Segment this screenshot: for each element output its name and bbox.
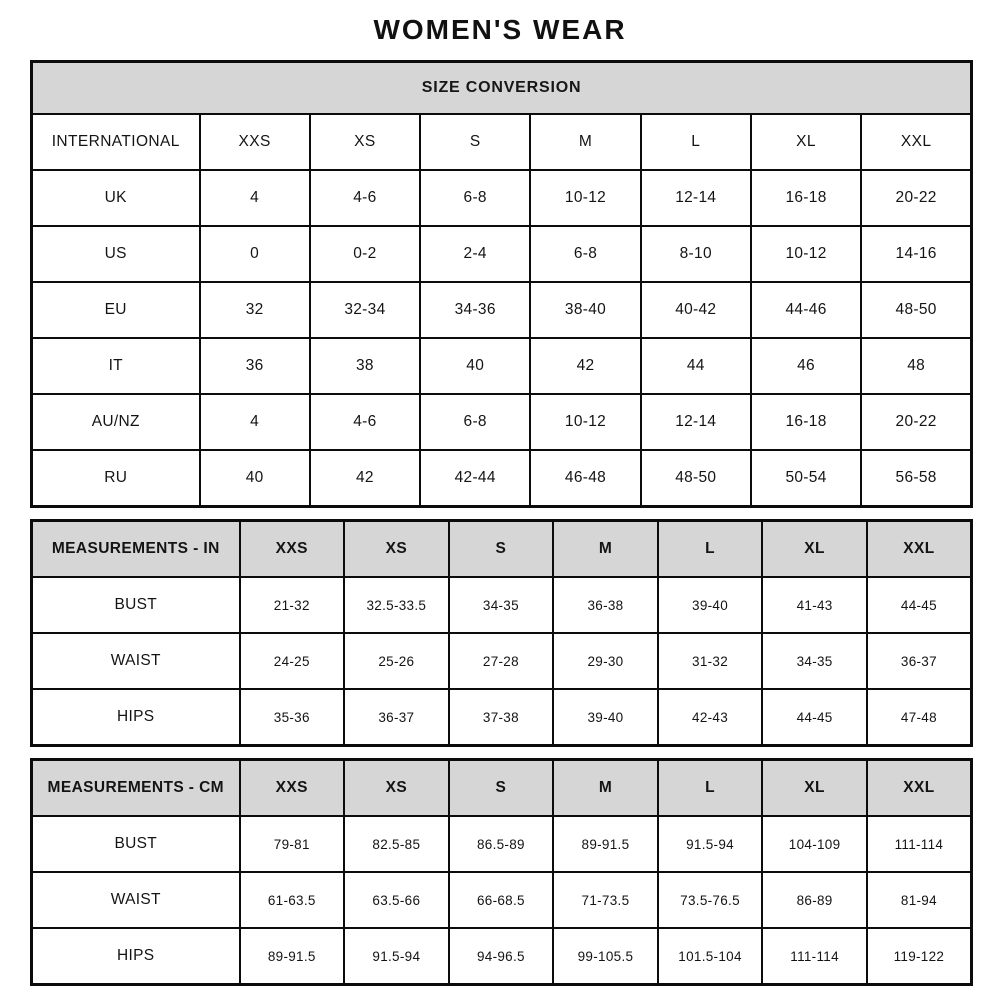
size-value-cell: 99-105.5 (553, 928, 658, 985)
size-value-cell: 46-48 (530, 450, 640, 507)
row-label-cell: HIPS (32, 689, 240, 746)
size-value-cell: 27-28 (449, 633, 554, 689)
size-value-cell: 48-50 (641, 450, 751, 507)
size-value-cell: 111-114 (867, 816, 972, 872)
size-value-cell: 81-94 (867, 872, 972, 928)
size-column-header: XXS (240, 521, 345, 578)
table-row (32, 689, 972, 746)
size-value-cell: 14-16 (861, 226, 971, 282)
table-row (32, 170, 972, 226)
size-value-cell: 12-14 (641, 394, 751, 450)
size-value-cell: 41-43 (762, 577, 867, 633)
size-value-cell: 73.5-76.5 (658, 872, 763, 928)
size-value-cell: 111-114 (762, 928, 867, 985)
size-column-header: L (658, 760, 763, 817)
size-value-cell: 82.5-85 (344, 816, 449, 872)
tables-container (30, 60, 970, 986)
size-value-cell: 0-2 (310, 226, 420, 282)
size-value-cell: 38-40 (530, 282, 640, 338)
table-row (32, 577, 972, 633)
size-value-cell: 29-30 (553, 633, 658, 689)
size-value-cell: 44-45 (762, 689, 867, 746)
header-row (32, 521, 972, 578)
size-chart-page (30, 0, 970, 986)
row-label-cell: IT (32, 338, 200, 394)
table-row (32, 816, 972, 872)
size-value-cell: 25-26 (344, 633, 449, 689)
size-value-cell: 71-73.5 (553, 872, 658, 928)
row-label-cell: WAIST (32, 872, 240, 928)
size-value-cell: 6-8 (530, 226, 640, 282)
size-value-cell: 10-12 (530, 170, 640, 226)
measurements-cm-table (30, 758, 973, 986)
size-value-cell: 42 (310, 450, 420, 507)
size-value-cell: 40 (200, 450, 310, 507)
header-row (32, 760, 972, 817)
size-value-cell: 89-91.5 (240, 928, 345, 985)
size-value-cell: 8-10 (641, 226, 751, 282)
size-conversion-table (30, 60, 973, 508)
size-value-cell: 44-45 (867, 577, 972, 633)
size-value-cell: 36-37 (867, 633, 972, 689)
row-label-cell: EU (32, 282, 200, 338)
size-value-cell: 38 (310, 338, 420, 394)
size-value-cell: 86-89 (762, 872, 867, 928)
size-value-cell: 91.5-94 (344, 928, 449, 985)
size-value-cell: 36-37 (344, 689, 449, 746)
row-label-cell: US (32, 226, 200, 282)
size-column-header: L (658, 521, 763, 578)
size-value-cell: 86.5-89 (449, 816, 554, 872)
size-column-header: S (420, 114, 530, 170)
header-row (32, 114, 972, 170)
size-value-cell: 0 (200, 226, 310, 282)
size-value-cell: 104-109 (762, 816, 867, 872)
size-value-cell: 119-122 (867, 928, 972, 985)
table-row (32, 928, 972, 985)
size-column-header: XS (310, 114, 420, 170)
size-value-cell: 94-96.5 (449, 928, 554, 985)
size-value-cell: 12-14 (641, 170, 751, 226)
size-value-cell: 32-34 (310, 282, 420, 338)
size-value-cell: 42-44 (420, 450, 530, 507)
size-value-cell: 56-58 (861, 450, 971, 507)
size-value-cell: 79-81 (240, 816, 345, 872)
table-row (32, 394, 972, 450)
size-value-cell: 6-8 (420, 170, 530, 226)
size-column-header: M (530, 114, 640, 170)
size-value-cell: 66-68.5 (449, 872, 554, 928)
size-value-cell: 48-50 (861, 282, 971, 338)
size-value-cell: 48 (861, 338, 971, 394)
table-row (32, 338, 972, 394)
size-column-header: XXS (240, 760, 345, 817)
banner-row (32, 62, 972, 115)
size-column-header: XXS (200, 114, 310, 170)
row-label-cell: HIPS (32, 928, 240, 985)
size-value-cell: 40 (420, 338, 530, 394)
table-row (32, 282, 972, 338)
size-column-header: XS (344, 760, 449, 817)
size-column-header: XL (762, 760, 867, 817)
size-value-cell: 31-32 (658, 633, 763, 689)
row-label-cell: WAIST (32, 633, 240, 689)
size-column-header: XS (344, 521, 449, 578)
size-value-cell: 37-38 (449, 689, 554, 746)
size-value-cell: 42 (530, 338, 640, 394)
size-value-cell: 39-40 (658, 577, 763, 633)
table-row (32, 633, 972, 689)
size-value-cell: 47-48 (867, 689, 972, 746)
size-value-cell: 36 (200, 338, 310, 394)
size-value-cell: 44 (641, 338, 751, 394)
table-row (32, 226, 972, 282)
size-value-cell: 32 (200, 282, 310, 338)
size-column-header: M (553, 760, 658, 817)
size-column-header: XXL (861, 114, 971, 170)
size-value-cell: 91.5-94 (658, 816, 763, 872)
measurements-in-table (30, 519, 973, 747)
table-row (32, 872, 972, 928)
size-column-header: S (449, 521, 554, 578)
size-value-cell: 50-54 (751, 450, 861, 507)
size-value-cell: 2-4 (420, 226, 530, 282)
size-value-cell: 4-6 (310, 170, 420, 226)
size-column-header: XL (762, 521, 867, 578)
size-value-cell: 6-8 (420, 394, 530, 450)
size-column-header: M (553, 521, 658, 578)
size-value-cell: 63.5-66 (344, 872, 449, 928)
size-value-cell: 10-12 (751, 226, 861, 282)
header-label-cell: MEASUREMENTS - IN (32, 521, 240, 578)
size-value-cell: 42-43 (658, 689, 763, 746)
size-value-cell: 4 (200, 394, 310, 450)
size-value-cell: 4-6 (310, 394, 420, 450)
page-title: WOMEN'S WEAR (373, 14, 627, 45)
size-column-header: XL (751, 114, 861, 170)
row-label-cell: BUST (32, 816, 240, 872)
size-value-cell: 16-18 (751, 394, 861, 450)
size-value-cell: 61-63.5 (240, 872, 345, 928)
size-value-cell: 34-36 (420, 282, 530, 338)
size-column-header: XXL (867, 760, 972, 817)
size-value-cell: 39-40 (553, 689, 658, 746)
size-value-cell: 44-46 (751, 282, 861, 338)
size-value-cell: 34-35 (762, 633, 867, 689)
size-value-cell: 4 (200, 170, 310, 226)
table-row (32, 450, 972, 507)
size-value-cell: 35-36 (240, 689, 345, 746)
size-value-cell: 40-42 (641, 282, 751, 338)
size-value-cell: 101.5-104 (658, 928, 763, 985)
size-column-header: XXL (867, 521, 972, 578)
size-value-cell: 20-22 (861, 394, 971, 450)
row-label-cell: AU/NZ (32, 394, 200, 450)
size-conversion-banner: SIZE CONVERSION (32, 62, 972, 115)
size-value-cell: 34-35 (449, 577, 554, 633)
size-value-cell: 21-32 (240, 577, 345, 633)
row-label-cell: UK (32, 170, 200, 226)
size-value-cell: 46 (751, 338, 861, 394)
size-value-cell: 20-22 (861, 170, 971, 226)
row-label-cell: RU (32, 450, 200, 507)
size-value-cell: 89-91.5 (553, 816, 658, 872)
size-value-cell: 32.5-33.5 (344, 577, 449, 633)
size-value-cell: 24-25 (240, 633, 345, 689)
row-label-cell: BUST (32, 577, 240, 633)
size-column-header: L (641, 114, 751, 170)
size-value-cell: 16-18 (751, 170, 861, 226)
header-label-cell: MEASUREMENTS - CM (32, 760, 240, 817)
size-value-cell: 36-38 (553, 577, 658, 633)
size-column-header: S (449, 760, 554, 817)
header-label-cell: INTERNATIONAL (32, 114, 200, 170)
size-value-cell: 10-12 (530, 394, 640, 450)
